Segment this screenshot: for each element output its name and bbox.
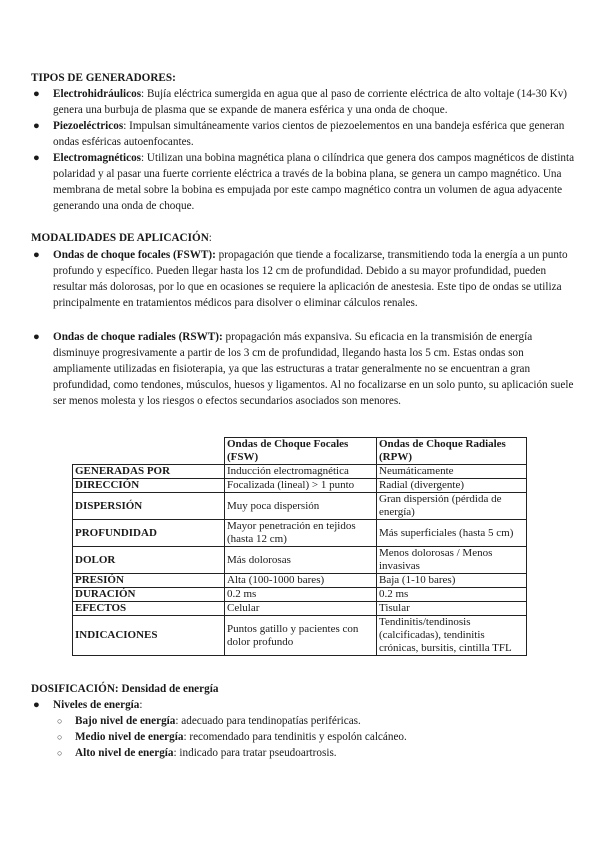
level-text: : recomendado para tendinitis y espolón calcáneo. xyxy=(183,731,407,743)
item-term: Niveles de energía xyxy=(53,699,140,711)
table-header-row xyxy=(73,438,527,465)
item-text: propagación más expansiva. Su eficacia en la transmisión de energía disminuye progresivamente a partir de los 3 cm de profundidad, llegando hasta los 5 cm. Estas ondas son ampliamente utilizadas en fisioterapia, ya que las estructuras a tratar generalmente no se encuentran a gran profundidad, como tendones, músculos, huesos y ligamentos. Al no focalizarse en un solo punto, su aplicación suele ser menos molesta y los riesgos o efectos secundarios asociados son menores. xyxy=(53,331,574,407)
tipos-list xyxy=(31,86,576,214)
cell-radial: Baja (1-10 bares) xyxy=(377,574,527,588)
item-text: : Utilizan una bobina magnética plana o cilíndrica que genera dos campos magnéticos de distinta polaridad y al pasar una fuerte corriente eléctrica a través de la bobina plana, se genera un campo magnético. Una membrana de metal sobre la bobina es empujada por este campo magnético contra un volumen de agua adyacente generando una onda de choque. xyxy=(53,152,575,212)
heading-text: MODALIDADES DE APLICACIÓN xyxy=(31,232,209,244)
cell-radial: Radial (divergente) xyxy=(377,479,527,493)
item-text: propagación que tiende a focalizarse, transmitiendo toda la energía a un punto profundo y específico. Pueden llegar hasta los 12 cm de profundidad. Debido a su mayor profundidad, pueden resultar más dolorosas, por lo que en ocasiones se requiere la aplicación de anestesia. Este tipo de ondas se utiliza principalmente en tratamientos médicos para disolver o eliminar cálculos renales. xyxy=(53,249,568,309)
row-label: EFECTOS xyxy=(73,602,225,616)
cell-radial: Gran dispersión (pérdida de energía) xyxy=(377,493,527,520)
cell-focal: Más dolorosas xyxy=(225,547,377,574)
cell-radial: Neumáticamente xyxy=(377,465,527,479)
bullet-icon: ● xyxy=(33,120,40,132)
modalidades-heading xyxy=(31,230,212,246)
tipos-heading: TIPOS DE GENERADORES: xyxy=(31,72,176,84)
table-corner xyxy=(73,438,225,465)
table-row xyxy=(73,465,527,479)
list-item xyxy=(55,745,407,761)
list-item xyxy=(55,729,407,745)
item-text: : Bujía eléctrica sumergida en agua que al paso de corriente eléctrica de alto voltaje (14-30 Kv) genera una burbuja de plasma que se expande de manera esférica y una onda de choque. xyxy=(53,88,568,116)
table-row xyxy=(73,547,527,574)
heading-suffix: : xyxy=(208,232,212,244)
header-radial: Ondas de Choque Radiales (RPW) xyxy=(377,438,527,465)
cell-radial: Tisular xyxy=(377,602,527,616)
table-body xyxy=(73,465,527,656)
bullet-icon: ● xyxy=(33,88,40,100)
cell-focal: Focalizada (lineal) > 1 punto xyxy=(225,479,377,493)
cell-focal: 0.2 ms xyxy=(225,588,377,602)
level-term: Alto nivel de energía xyxy=(75,747,174,759)
cell-radial: Más superficiales (hasta 5 cm) xyxy=(377,520,527,547)
bullet-icon: ● xyxy=(33,249,40,261)
dosificacion-list xyxy=(31,697,576,713)
cell-focal: Puntos gatillo y pacientes con dolor profundo xyxy=(225,616,377,656)
heading-text: DOSIFICACIÓN xyxy=(31,683,115,695)
row-label: DISPERSIÓN xyxy=(73,493,225,520)
level-term: Medio nivel de energía xyxy=(75,731,184,743)
cell-radial: 0.2 ms xyxy=(377,588,527,602)
row-label: DOLOR xyxy=(73,547,225,574)
cell-radial: Tendinitis/tendinosis (calcificadas), tendinitis crónicas, bursitis, cintilla TFL xyxy=(377,616,527,656)
level-text: : indicado para tratar pseudoartrosis. xyxy=(173,747,337,759)
table-row xyxy=(73,602,527,616)
row-label: DIRECCIÓN xyxy=(73,479,225,493)
circle-bullet-icon: ○ xyxy=(57,732,63,742)
comparison-table xyxy=(72,437,527,656)
item-term: Electrohidráulicos xyxy=(53,88,142,100)
table-row xyxy=(73,588,527,602)
cell-focal: Celular xyxy=(225,602,377,616)
list-item xyxy=(31,150,576,214)
row-label: INDICACIONES xyxy=(73,616,225,656)
list-item xyxy=(31,697,576,713)
item-text: : Impulsan simultáneamente varios cientos de piezoelementos en una bandeja esférica que generan ondas esféricas autoenfocantes. xyxy=(53,120,565,148)
circle-bullet-icon: ○ xyxy=(57,716,63,726)
bullet-icon: ● xyxy=(33,152,40,164)
cell-focal: Mayor penetración en tejidos (hasta 12 cm) xyxy=(225,520,377,547)
levels-list xyxy=(55,713,407,761)
row-label: PROFUNDIDAD xyxy=(73,520,225,547)
level-text: : adecuado para tendinopatías periféricas. xyxy=(175,715,361,727)
row-label: GENERADAS POR xyxy=(73,465,225,479)
bullet-icon: ● xyxy=(33,699,40,711)
circle-bullet-icon: ○ xyxy=(57,748,63,758)
cell-focal: Muy poca dispersión xyxy=(225,493,377,520)
header-focal: Ondas de Choque Focales (FSW) xyxy=(225,438,377,465)
bullet-icon: ● xyxy=(33,331,40,343)
dosificacion-heading xyxy=(31,681,218,697)
table-row xyxy=(73,616,527,656)
row-label: DURACIÓN xyxy=(73,588,225,602)
level-term: Bajo nivel de energía xyxy=(75,715,176,727)
list-item xyxy=(55,713,407,729)
heading-subtitle: : Densidad de energía xyxy=(114,683,219,695)
table-row xyxy=(73,520,527,547)
cell-focal: Alta (100-1000 bares) xyxy=(225,574,377,588)
cell-radial: Menos dolorosas / Menos invasivas xyxy=(377,547,527,574)
table-row xyxy=(73,479,527,493)
table-row xyxy=(73,574,527,588)
modalidades-list xyxy=(31,247,576,409)
table-row xyxy=(73,493,527,520)
cell-focal: Inducción electromagnética xyxy=(225,465,377,479)
item-term: Ondas de choque focales (FSWT): xyxy=(53,249,216,261)
row-label: PRESIÓN xyxy=(73,574,225,588)
list-item xyxy=(31,247,576,311)
item-suffix: : xyxy=(139,699,143,711)
list-item xyxy=(31,329,576,409)
item-term: Ondas de choque radiales (RSWT): xyxy=(53,331,223,343)
item-term: Electromagnéticos xyxy=(53,152,142,164)
list-item xyxy=(31,118,576,150)
item-term: Piezoeléctricos xyxy=(53,120,124,132)
list-item xyxy=(31,86,576,118)
